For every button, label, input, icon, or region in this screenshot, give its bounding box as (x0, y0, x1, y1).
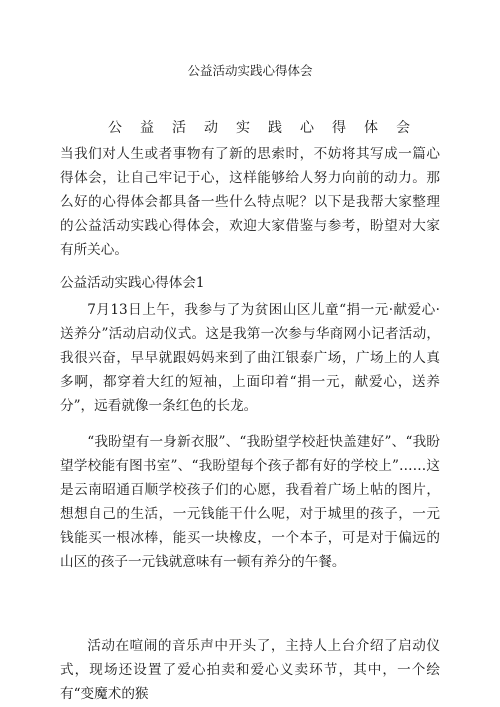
spaced-title-char: 实 (236, 120, 250, 136)
spaced-title-char: 公 (108, 120, 122, 136)
spaced-title-char: 践 (268, 120, 282, 136)
spaced-title-char: 动 (204, 120, 218, 136)
spaced-title-char: 体 (364, 120, 378, 136)
body-paragraph-1: 7月13日上午，我参与了为贫困山区儿童“捐一元·献爱心·送养分”活动启动仪式。这是我第一次参与华商网小记者活动，我很兴奋，早早就跟妈妈来到了曲江银泰广场，广场上的人真多啊，都穿着大红的短袖，上面印着“捐一元，献爱心，送养分”，远看就像一条红色的长龙。 (60, 302, 440, 414)
intro-paragraph: 当我们对人生或者事物有了新的思索时，不妨将其写成一篇心得体会，让自己牢记于心，这样能够给人努力向前的动力。那么好的心得体会都具备一些什么特点呢？以下是我帮大家整理的公益活动实践心得体会，欢迎大家借鉴与参考，盼望对大家有所关心。 (60, 146, 440, 258)
body-paragraph-2: “我盼望有一身新衣服”、“我盼望学校赶快盖建好”、“我盼望学校能有图书室”、“我盼望每个孩子都有好的学校上”……这是云南昭通百顺学校孩子们的心愿，我看着广场上帖的图片，想想自己的生活，一元钱能干什么呢，对于城里的孩子，一元钱能买一根冰棒，能买一块橡皮，一个本子，可是对于偏远的山区的孩子一元钱就意味有一顿有养分的午餐。 (60, 434, 440, 570)
spaced-title-char: 心 (300, 120, 314, 136)
section-heading: 公益活动实践心得体会1 (60, 275, 205, 291)
spaced-title (60, 118, 440, 138)
spaced-title-char: 得 (332, 120, 346, 136)
spaced-title-char: 会 (396, 120, 410, 136)
spaced-title-char: 益 (140, 120, 154, 136)
body-paragraph-3: 活动在喧闹的音乐声中开头了，主持人上台介绍了启动仪式，现场还设置了爱心拍卖和爱心义卖环节，其中，一个绘有“变魔术的猴 (60, 638, 440, 702)
spaced-title-char: 活 (172, 120, 186, 136)
document-title: 公益活动实践心得体会 (187, 63, 313, 78)
